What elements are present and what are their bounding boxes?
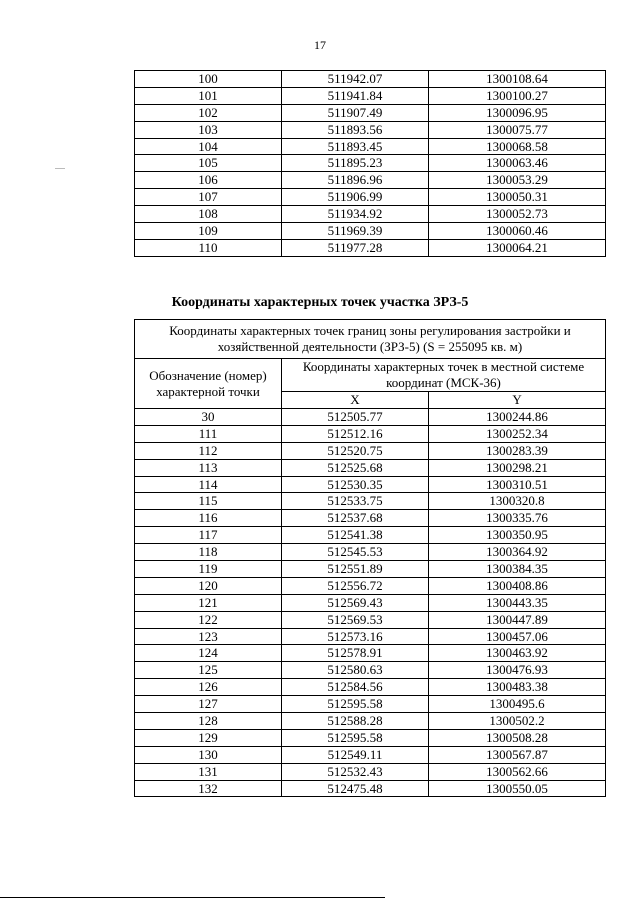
header-point: Обозначение (номер) характерной точки: [135, 359, 282, 409]
y-coordinate-cell: 1300508.28: [429, 729, 606, 746]
y-coordinate-cell: 1300476.93: [429, 662, 606, 679]
x-coordinate-cell: 512551.89: [282, 561, 429, 578]
point-number-cell: 128: [135, 713, 282, 730]
y-coordinate-cell: 1300447.89: [429, 611, 606, 628]
x-coordinate-cell: 512525.68: [282, 459, 429, 476]
point-number-cell: 102: [135, 104, 282, 121]
table-row: [135, 223, 606, 240]
x-coordinate-cell: 512537.68: [282, 510, 429, 527]
point-number-cell: 125: [135, 662, 282, 679]
y-coordinate-cell: 1300244.86: [429, 409, 606, 426]
y-coordinate-cell: 1300053.29: [429, 172, 606, 189]
y-coordinate-cell: 1300063.46: [429, 155, 606, 172]
point-number-cell: 117: [135, 527, 282, 544]
table-row: [135, 189, 606, 206]
x-coordinate-cell: 512578.91: [282, 645, 429, 662]
point-number-cell: 111: [135, 425, 282, 442]
x-coordinate-cell: 512475.48: [282, 780, 429, 797]
y-coordinate-cell: 1300310.51: [429, 476, 606, 493]
header-x: X: [282, 392, 429, 409]
y-coordinate-cell: 1300457.06: [429, 628, 606, 645]
x-coordinate-cell: 511941.84: [282, 87, 429, 104]
point-number-cell: 126: [135, 679, 282, 696]
table-row: [135, 172, 606, 189]
y-coordinate-cell: 1300550.05: [429, 780, 606, 797]
table-row: [135, 104, 606, 121]
point-number-cell: 30: [135, 409, 282, 426]
zrz5-coordinates-table: [134, 319, 606, 797]
x-coordinate-cell: 512545.53: [282, 544, 429, 561]
y-coordinate-cell: 1300096.95: [429, 104, 606, 121]
x-coordinate-cell: 512584.56: [282, 679, 429, 696]
x-coordinate-cell: 512595.58: [282, 696, 429, 713]
table-row: [135, 155, 606, 172]
x-coordinate-cell: 512595.58: [282, 729, 429, 746]
y-coordinate-cell: 1300364.92: [429, 544, 606, 561]
x-coordinate-cell: 511906.99: [282, 189, 429, 206]
y-coordinate-cell: 1300408.86: [429, 577, 606, 594]
point-number-cell: 130: [135, 746, 282, 763]
table-row: [135, 425, 606, 442]
coordinates-table-continued: [134, 70, 606, 257]
x-coordinate-cell: 512532.43: [282, 763, 429, 780]
point-number-cell: 105: [135, 155, 282, 172]
x-coordinate-cell: 511969.39: [282, 223, 429, 240]
point-number-cell: 124: [135, 645, 282, 662]
table-row: [135, 409, 606, 426]
table-row: [135, 696, 606, 713]
point-number-cell: 100: [135, 71, 282, 88]
x-coordinate-cell: 512588.28: [282, 713, 429, 730]
x-coordinate-cell: 512505.77: [282, 409, 429, 426]
x-coordinate-cell: 512541.38: [282, 527, 429, 544]
table-body: [135, 409, 606, 797]
margin-mark: [55, 168, 65, 169]
table-row: [135, 87, 606, 104]
x-coordinate-cell: 512512.16: [282, 425, 429, 442]
table-row: [135, 121, 606, 138]
section-title: Координаты характерных точек участка ЗРЗ-5: [171, 295, 469, 310]
table-row: [135, 510, 606, 527]
table-row: [135, 746, 606, 763]
table-row: [135, 645, 606, 662]
x-coordinate-cell: 512573.16: [282, 628, 429, 645]
table-row: [135, 577, 606, 594]
point-number-cell: 112: [135, 442, 282, 459]
point-number-cell: 127: [135, 696, 282, 713]
x-coordinate-cell: 512556.72: [282, 577, 429, 594]
x-coordinate-cell: 511895.23: [282, 155, 429, 172]
table-row: [135, 780, 606, 797]
footer-line: [0, 897, 385, 898]
y-coordinate-cell: 1300495.6: [429, 696, 606, 713]
x-coordinate-cell: 512520.75: [282, 442, 429, 459]
point-number-cell: 132: [135, 780, 282, 797]
table-row: [135, 544, 606, 561]
point-number-cell: 123: [135, 628, 282, 645]
table-row: [135, 71, 606, 88]
y-coordinate-cell: 1300463.92: [429, 645, 606, 662]
point-number-cell: 110: [135, 239, 282, 256]
table-row: [135, 206, 606, 223]
table-row: [135, 729, 606, 746]
y-coordinate-cell: 1300100.27: [429, 87, 606, 104]
point-number-cell: 106: [135, 172, 282, 189]
x-coordinate-cell: 511893.56: [282, 121, 429, 138]
y-coordinate-cell: 1300298.21: [429, 459, 606, 476]
point-number-cell: 101: [135, 87, 282, 104]
y-coordinate-cell: 1300075.77: [429, 121, 606, 138]
x-coordinate-cell: 511934.92: [282, 206, 429, 223]
x-coordinate-cell: 512580.63: [282, 662, 429, 679]
header-coords: Координаты характерных точек в местной системе координат (МСК-36): [282, 359, 606, 392]
y-coordinate-cell: 1300252.34: [429, 425, 606, 442]
point-number-cell: 119: [135, 561, 282, 578]
x-coordinate-cell: 512530.35: [282, 476, 429, 493]
x-coordinate-cell: 511977.28: [282, 239, 429, 256]
point-number-cell: 113: [135, 459, 282, 476]
table-row: [135, 459, 606, 476]
y-coordinate-cell: 1300060.46: [429, 223, 606, 240]
point-number-cell: 103: [135, 121, 282, 138]
x-coordinate-cell: 512549.11: [282, 746, 429, 763]
x-coordinate-cell: 511893.45: [282, 138, 429, 155]
table-row: [135, 763, 606, 780]
y-coordinate-cell: 1300502.2: [429, 713, 606, 730]
y-coordinate-cell: 1300050.31: [429, 189, 606, 206]
caption-row: [135, 320, 606, 359]
table-row: [135, 662, 606, 679]
table-row: [135, 713, 606, 730]
header-y: Y: [429, 392, 606, 409]
table-row: [135, 594, 606, 611]
y-coordinate-cell: 1300320.8: [429, 493, 606, 510]
table-row: [135, 628, 606, 645]
y-coordinate-cell: 1300384.35: [429, 561, 606, 578]
y-coordinate-cell: 1300350.95: [429, 527, 606, 544]
page-number: 17: [314, 38, 326, 52]
table-row: [135, 476, 606, 493]
table-row: [135, 561, 606, 578]
y-coordinate-cell: 1300068.58: [429, 138, 606, 155]
point-number-cell: 107: [135, 189, 282, 206]
point-number-cell: 108: [135, 206, 282, 223]
y-coordinate-cell: 1300562.66: [429, 763, 606, 780]
table-row: [135, 527, 606, 544]
y-coordinate-cell: 1300443.35: [429, 594, 606, 611]
x-coordinate-cell: 511907.49: [282, 104, 429, 121]
table-caption: Координаты характерных точек границ зоны регулирования застройки и хозяйственной деятельности (ЗРЗ-5) (S = 255095 кв. м): [135, 320, 606, 359]
point-number-cell: 121: [135, 594, 282, 611]
table-body: [135, 71, 606, 257]
table-row: [135, 239, 606, 256]
point-number-cell: 109: [135, 223, 282, 240]
x-coordinate-cell: 511896.96: [282, 172, 429, 189]
y-coordinate-cell: 1300064.21: [429, 239, 606, 256]
point-number-cell: 116: [135, 510, 282, 527]
x-coordinate-cell: 511942.07: [282, 71, 429, 88]
x-coordinate-cell: 512569.53: [282, 611, 429, 628]
y-coordinate-cell: 1300052.73: [429, 206, 606, 223]
point-number-cell: 129: [135, 729, 282, 746]
table-row: [135, 442, 606, 459]
table-row: [135, 493, 606, 510]
point-number-cell: 114: [135, 476, 282, 493]
y-coordinate-cell: 1300283.39: [429, 442, 606, 459]
y-coordinate-cell: 1300483.38: [429, 679, 606, 696]
point-number-cell: 122: [135, 611, 282, 628]
y-coordinate-cell: 1300108.64: [429, 71, 606, 88]
table-row: [135, 138, 606, 155]
table-row: [135, 611, 606, 628]
x-coordinate-cell: 512533.75: [282, 493, 429, 510]
point-number-cell: 120: [135, 577, 282, 594]
table-row: [135, 679, 606, 696]
x-coordinate-cell: 512569.43: [282, 594, 429, 611]
y-coordinate-cell: 1300567.87: [429, 746, 606, 763]
point-number-cell: 104: [135, 138, 282, 155]
header-row: [135, 359, 606, 392]
point-number-cell: 115: [135, 493, 282, 510]
point-number-cell: 118: [135, 544, 282, 561]
point-number-cell: 131: [135, 763, 282, 780]
y-coordinate-cell: 1300335.76: [429, 510, 606, 527]
